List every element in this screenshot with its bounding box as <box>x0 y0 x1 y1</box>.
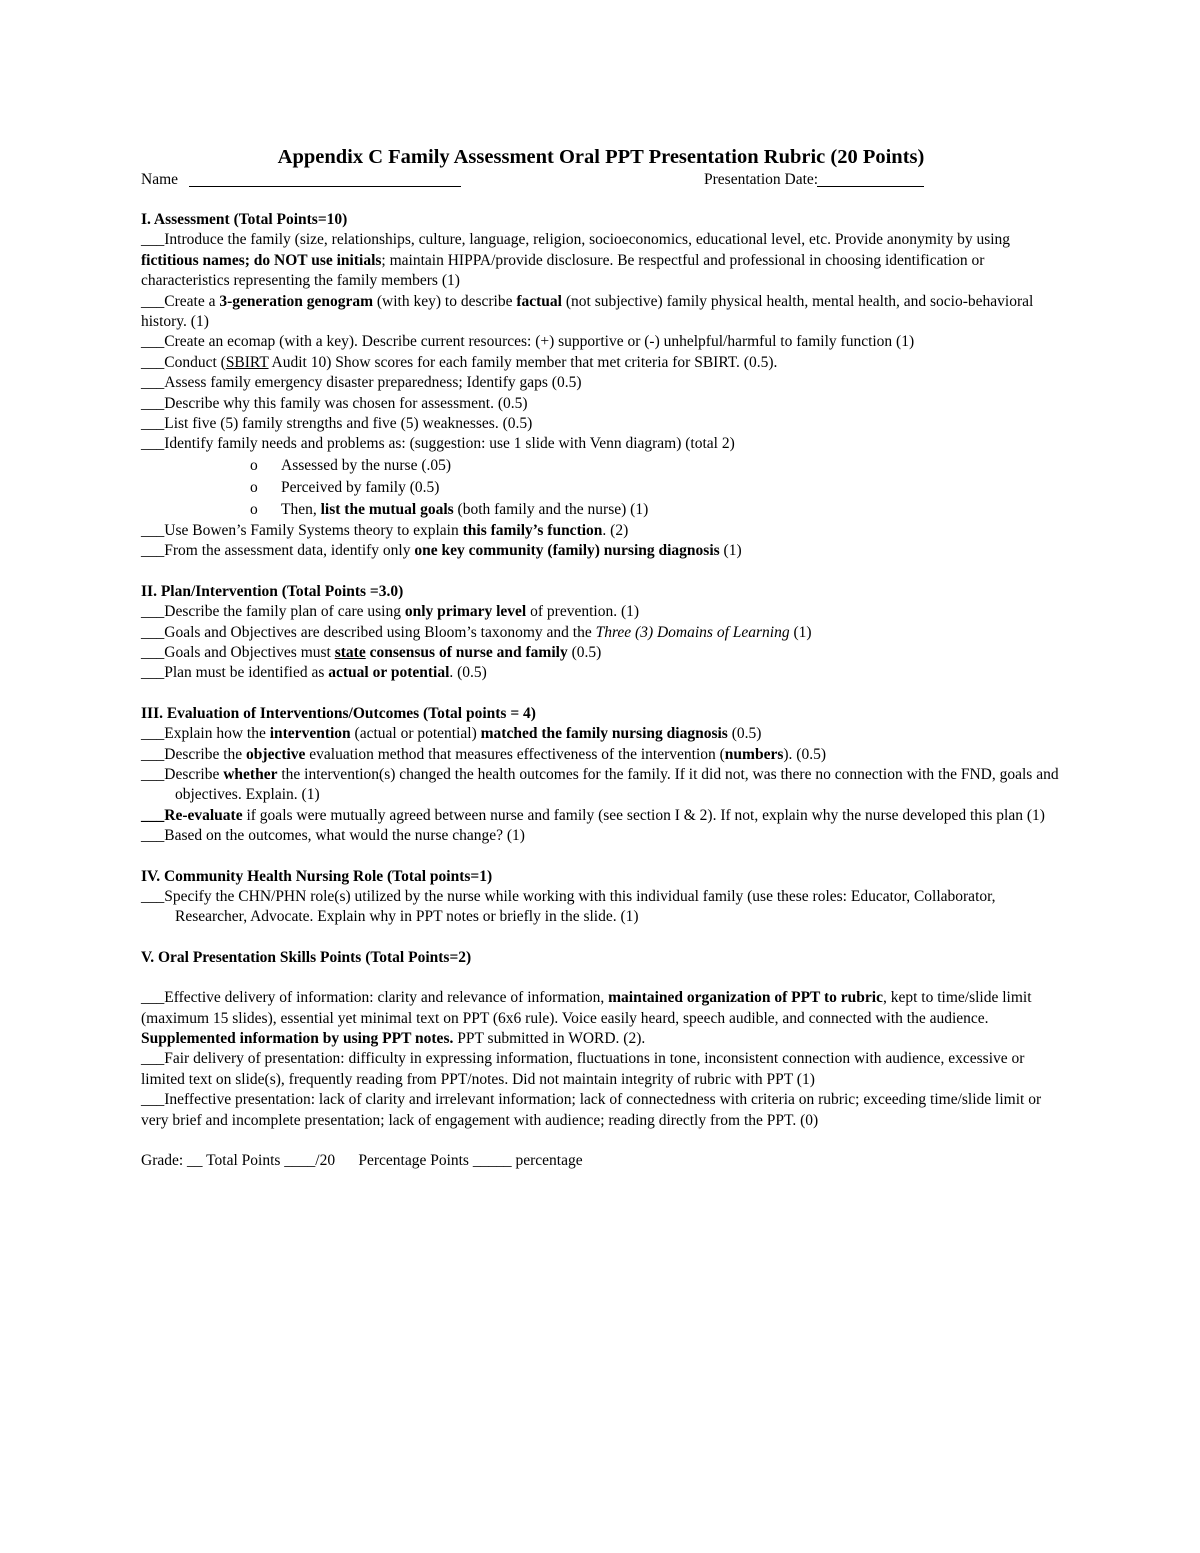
blank-line: ___ <box>141 435 165 453</box>
item-bold: Re-evaluate <box>164 806 243 824</box>
item-text: Describe <box>164 765 224 783</box>
rubric-item <box>141 394 1061 414</box>
item-text: (0.5) <box>567 643 602 661</box>
item-text: Audit 10) Show scores for each family member that met criteria for SBIRT. (0.5). <box>268 353 778 371</box>
item-text: Introduce the family (size, relationships, culture, language, religion, socioeconomics, educational level, etc. Provide anonymity by using <box>164 231 1011 249</box>
item-bold: list the mutual goals <box>320 500 454 518</box>
blank-line: ___ <box>141 603 165 621</box>
item-text: From the assessment data, identify only <box>164 542 415 560</box>
presentation-date-line <box>817 186 924 187</box>
rubric-item <box>141 332 1061 352</box>
blank-line: ___ <box>141 292 165 310</box>
circle-bullet-icon: o <box>250 500 258 518</box>
item-text: Create an ecomap (with a key). Describe current resources: (+) supportive or (-) unhelpful/harmful to family function (1) <box>164 333 915 351</box>
item-text: Plan must be identified as <box>164 664 329 682</box>
circle-bullet-icon: o <box>250 478 258 496</box>
rubric-item <box>141 643 1061 663</box>
item-text: ). (0.5) <box>783 745 826 763</box>
blank-line: ___ <box>141 1091 165 1109</box>
item-text: List five (5) family strengths and five (5) weaknesses. (0.5) <box>164 415 533 433</box>
sub-item-text: (both family and the nurse) (1) <box>453 500 649 518</box>
name-label: Name <box>141 171 179 188</box>
blank-line: ___ <box>141 333 165 351</box>
item-text: . (0.5) <box>449 664 487 682</box>
rubric-item <box>141 988 1061 1049</box>
item-bold: this family’s function <box>462 521 603 539</box>
section-evaluation-heading: III. Evaluation of Interventions/Outcomes (Total points = 4) <box>141 704 536 722</box>
rubric-item <box>141 373 1061 393</box>
item-bold: maintained organization of PPT to rubric <box>608 989 883 1007</box>
item-bold: consensus of nurse and family <box>365 643 568 661</box>
blank-line: ___ <box>141 745 165 763</box>
item-text: Describe why this family was chosen for assessment. (0.5) <box>164 394 528 412</box>
item-text: Based on the outcomes, what would the nurse change? (1) <box>164 827 525 845</box>
blank-line: ___ <box>141 542 165 560</box>
item-text: Ineffective presentation: lack of clarity and irrelevant information; lack of connectedness with criteria on rubric; exceeding time/slide limit or very brief and incomplete presentation; lack of engagement with audience; reading directly from the PPT. (0) <box>141 1091 1042 1129</box>
blank-line: ___ <box>141 806 165 824</box>
item-text: (0.5) <box>727 725 762 743</box>
item-bold: whether <box>223 765 278 783</box>
item-bold: matched the family nursing diagnosis <box>480 725 728 743</box>
section-role-heading: IV. Community Health Nursing Role (Total points=1) <box>141 867 493 885</box>
section-oral-skills-heading: V. Oral Presentation Skills Points (Total Points=2) <box>141 948 472 966</box>
presentation-date-label: Presentation Date: <box>704 171 819 188</box>
item-bold: intervention <box>269 725 351 743</box>
blank-line: ___ <box>141 643 165 661</box>
item-text: Identify family needs and problems as: (suggestion: use 1 slide with Venn diagram) (total 2) <box>164 435 735 453</box>
blank-line: ___ <box>141 521 165 539</box>
item-text: PPT submitted in WORD. (2). <box>453 1030 646 1047</box>
sub-item <box>141 499 1061 521</box>
rubric-item <box>141 1049 1061 1090</box>
blank-line: ___ <box>141 989 165 1007</box>
blank-line: ___ <box>141 623 165 641</box>
rubric-item <box>141 602 1061 622</box>
item-text: . (2) <box>602 521 629 539</box>
blank-line: ___ <box>141 231 165 249</box>
sub-item-text: Assessed by the nurse (.05) <box>281 456 452 474</box>
item-text: Fair delivery of presentation: difficulty in expressing information, fluctuations in tone, inconsistent connection with audience, excessive or limited text on slide(s), frequently reading from PPT/notes. Did not maintain integrity of rubric with PPT (1) <box>141 1050 1025 1088</box>
item-text: Create a <box>164 292 220 310</box>
item-italic: Three (3) Domains of Learning <box>595 623 790 641</box>
item-bold: fictitious names; do NOT use initials <box>141 251 382 269</box>
rubric-item <box>141 826 1061 846</box>
blank-line: ___ <box>141 374 165 392</box>
item-text: Assess family emergency disaster preparedness; Identify gaps (0.5) <box>164 374 582 392</box>
item-text: Goals and Objectives are described using Bloom’s taxonomy and the <box>164 623 596 641</box>
rubric-item <box>141 353 1061 373</box>
blank-line: ___ <box>141 887 165 905</box>
rubric-item <box>141 745 1061 765</box>
rubric-item <box>141 765 1061 806</box>
rubric-item <box>141 1090 1061 1131</box>
name-date-row <box>141 170 1061 190</box>
blank-line: ___ <box>141 765 165 783</box>
item-bold: factual <box>516 292 562 310</box>
item-text: of prevention. (1) <box>526 603 640 621</box>
rubric-item <box>141 414 1061 434</box>
item-bold: actual or potential <box>328 664 450 682</box>
sub-item <box>141 477 1061 499</box>
item-bold-underline: state <box>334 643 366 661</box>
blank-line: ___ <box>141 353 165 371</box>
item-text: Use Bowen’s Family Systems theory to explain <box>164 521 463 539</box>
item-bold: one key community (family) nursing diagnosis <box>414 542 720 560</box>
item-text: ; maintain HIPPA/provide disclosure. Be respectful and professional in choosing identification or characteristics representing the family members (1) <box>141 251 985 290</box>
item-text: (with key) to describe <box>373 292 517 310</box>
item-text: the intervention(s) changed the health outcomes for the family. If it did not, was there no connection with the FND, goals and objectives. Explain. (1) <box>175 765 1059 804</box>
document-content <box>141 144 1061 1171</box>
item-text: Effective delivery of information: clarity and relevance of information, <box>164 989 609 1007</box>
item-text: , kept to time/slide limit (maximum 15 slides), essential yet minimal text on PPT (6x6 rule). Voice easily heard, speech audible, and connected with the audience. <box>141 989 1032 1027</box>
item-bold: objective <box>246 745 306 763</box>
rubric-item <box>141 623 1061 643</box>
item-text: (1) <box>719 542 742 560</box>
item-bold: only primary level <box>404 603 527 621</box>
rubric-item <box>141 663 1061 683</box>
blank-line: ___ <box>141 827 165 845</box>
item-bold: Supplemented information by using PPT notes. <box>141 1030 454 1047</box>
name-line <box>189 186 461 187</box>
rubric-item <box>141 230 1061 291</box>
item-underline: SBIRT <box>225 353 269 371</box>
blank-line: ___ <box>141 1050 165 1068</box>
blank-line: ___ <box>141 725 165 743</box>
rubric-item <box>141 434 1061 454</box>
grade-line: Grade: __ Total Points ____/20 Percentage Points _____ percentage <box>141 1152 583 1170</box>
blank-line: ___ <box>141 394 165 412</box>
page-title: Appendix C Family Assessment Oral PPT Presentation Rubric (20 Points) <box>277 146 925 168</box>
blank-line: ___ <box>141 664 165 682</box>
item-text: (not subjective) family physical health, mental health, and socio-behavioral history. (1) <box>141 292 1034 331</box>
item-text: Conduct ( <box>164 353 226 371</box>
circle-bullet-icon: o <box>250 456 258 474</box>
item-text: Explain how the <box>164 725 270 743</box>
rubric-item <box>141 806 1061 826</box>
section-plan-heading: II. Plan/Intervention (Total Points =3.0) <box>141 582 404 600</box>
item-bold: 3-generation genogram <box>219 292 374 310</box>
item-text: (actual or potential) <box>350 725 481 743</box>
item-text: evaluation method that measures effectiveness of the intervention ( <box>305 745 725 763</box>
rubric-item <box>141 724 1061 744</box>
blank-line: ___ <box>141 415 165 433</box>
item-text: Describe the family plan of care using <box>164 603 405 621</box>
rubric-item <box>141 887 1061 928</box>
item-text: if goals were mutually agreed between nurse and family (see section I & 2). If not, explain why the nurse developed this plan (1) <box>242 806 1045 824</box>
item-text: Describe the <box>164 745 247 763</box>
item-text: (1) <box>789 623 812 641</box>
item-text: Specify the CHN/PHN role(s) utilized by the nurse while working with this individual family (use these roles: Educator, Collaborator, Researcher, Advocate. Explain why in PPT notes or briefly in the slide. (1) <box>164 887 996 926</box>
rubric-item <box>141 292 1061 333</box>
sub-item-text: Then, <box>281 500 321 518</box>
sub-item <box>141 455 1061 477</box>
rubric-item <box>141 521 1061 541</box>
rubric-item <box>141 541 1061 561</box>
spacer <box>141 968 1061 988</box>
section-assessment-heading: I. Assessment (Total Points=10) <box>141 211 348 228</box>
sub-item-text: Perceived by family (0.5) <box>281 478 440 496</box>
item-text: Goals and Objectives must <box>164 643 335 661</box>
item-bold: numbers <box>724 745 784 763</box>
